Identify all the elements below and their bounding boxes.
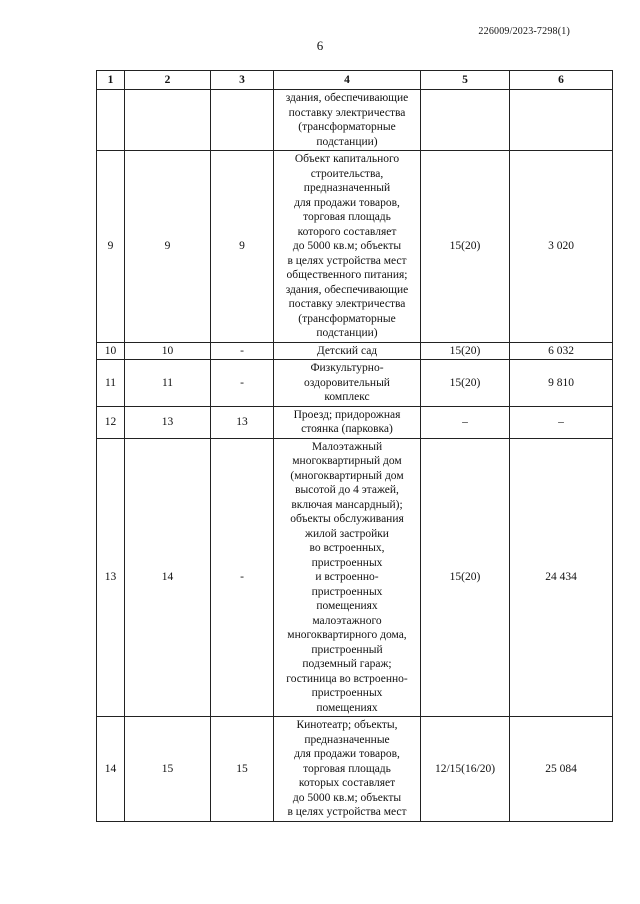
document-registration-number: 226009/2023-7298(1) [478, 26, 570, 37]
page-number: 6 [316, 38, 324, 53]
cell-col5: 15(20) [421, 438, 510, 717]
cell-col3: 9 [211, 151, 274, 343]
cell-col6 [510, 90, 613, 151]
cell-col1: 12 [97, 406, 125, 438]
cell-col6: 3 020 [510, 151, 613, 343]
cell-col2: 10 [125, 342, 211, 360]
cell-col3: 13 [211, 406, 274, 438]
cell-col2: 14 [125, 438, 211, 717]
table-header-row [97, 71, 613, 90]
cell-col6: 25 084 [510, 717, 613, 822]
cell-col1: 9 [97, 151, 125, 343]
table-row [97, 438, 613, 717]
table-row [97, 342, 613, 360]
cell-col1: 11 [97, 360, 125, 407]
column-header: 6 [510, 71, 613, 90]
cell-col6: 24 434 [510, 438, 613, 717]
table-row [97, 90, 613, 151]
column-header: 3 [211, 71, 274, 90]
cell-col6: – [510, 406, 613, 438]
cell-col5 [421, 90, 510, 151]
cell-col5: – [421, 406, 510, 438]
cell-col5: 15(20) [421, 360, 510, 407]
cell-description: Объект капитального строительства, предназначенный для продажи товаров, торговая площадь которого составляет до 5000 кв.м; объекты в целях устройства мест общественного питания; здания, обеспечивающие поставку электричества (трансформаторные подстанции) [274, 151, 421, 343]
cell-col2: 13 [125, 406, 211, 438]
cell-col6: 9 810 [510, 360, 613, 407]
table-row [97, 151, 613, 343]
cell-col5: 15(20) [421, 342, 510, 360]
cell-col1: 13 [97, 438, 125, 717]
cell-description: Малоэтажный многоквартирный дом (многоквартирный дом высотой до 4 этажей, включая мансардный); объекты обслуживания жилой застройки во встроенных, пристроенных и встроенно- пристроенных помещениях малоэтажного многоквартирного дома, пристроенный подземный гараж; гостиница во встроенно- пристроенных помещениях [274, 438, 421, 717]
cell-col5: 15(20) [421, 151, 510, 343]
cell-description: Проезд; придорожная стоянка (парковка) [274, 406, 421, 438]
cell-col2: 15 [125, 717, 211, 822]
cell-col3: - [211, 342, 274, 360]
cell-col2 [125, 90, 211, 151]
cell-col1: 10 [97, 342, 125, 360]
column-header: 4 [274, 71, 421, 90]
table-row [97, 717, 613, 822]
table-row [97, 360, 613, 407]
column-header: 1 [97, 71, 125, 90]
cell-col3: - [211, 360, 274, 407]
cell-description: Кинотеатр; объекты, предназначенные для продажи товаров, торговая площадь которых составляет до 5000 кв.м; объекты в целях устройства мест [274, 717, 421, 822]
cell-col1 [97, 90, 125, 151]
cell-col3 [211, 90, 274, 151]
column-header: 5 [421, 71, 510, 90]
cell-col1: 14 [97, 717, 125, 822]
cell-description: Физкультурно- оздоровительный комплекс [274, 360, 421, 407]
zoning-parameters-table [96, 70, 613, 822]
cell-description: здания, обеспечивающие поставку электричества (трансформаторные подстанции) [274, 90, 421, 151]
cell-description: Детский сад [274, 342, 421, 360]
cell-col3: 15 [211, 717, 274, 822]
table-row [97, 406, 613, 438]
column-header: 2 [125, 71, 211, 90]
cell-col3: - [211, 438, 274, 717]
cell-col2: 11 [125, 360, 211, 407]
cell-col5: 12/15(16/20) [421, 717, 510, 822]
cell-col6: 6 032 [510, 342, 613, 360]
cell-col2: 9 [125, 151, 211, 343]
